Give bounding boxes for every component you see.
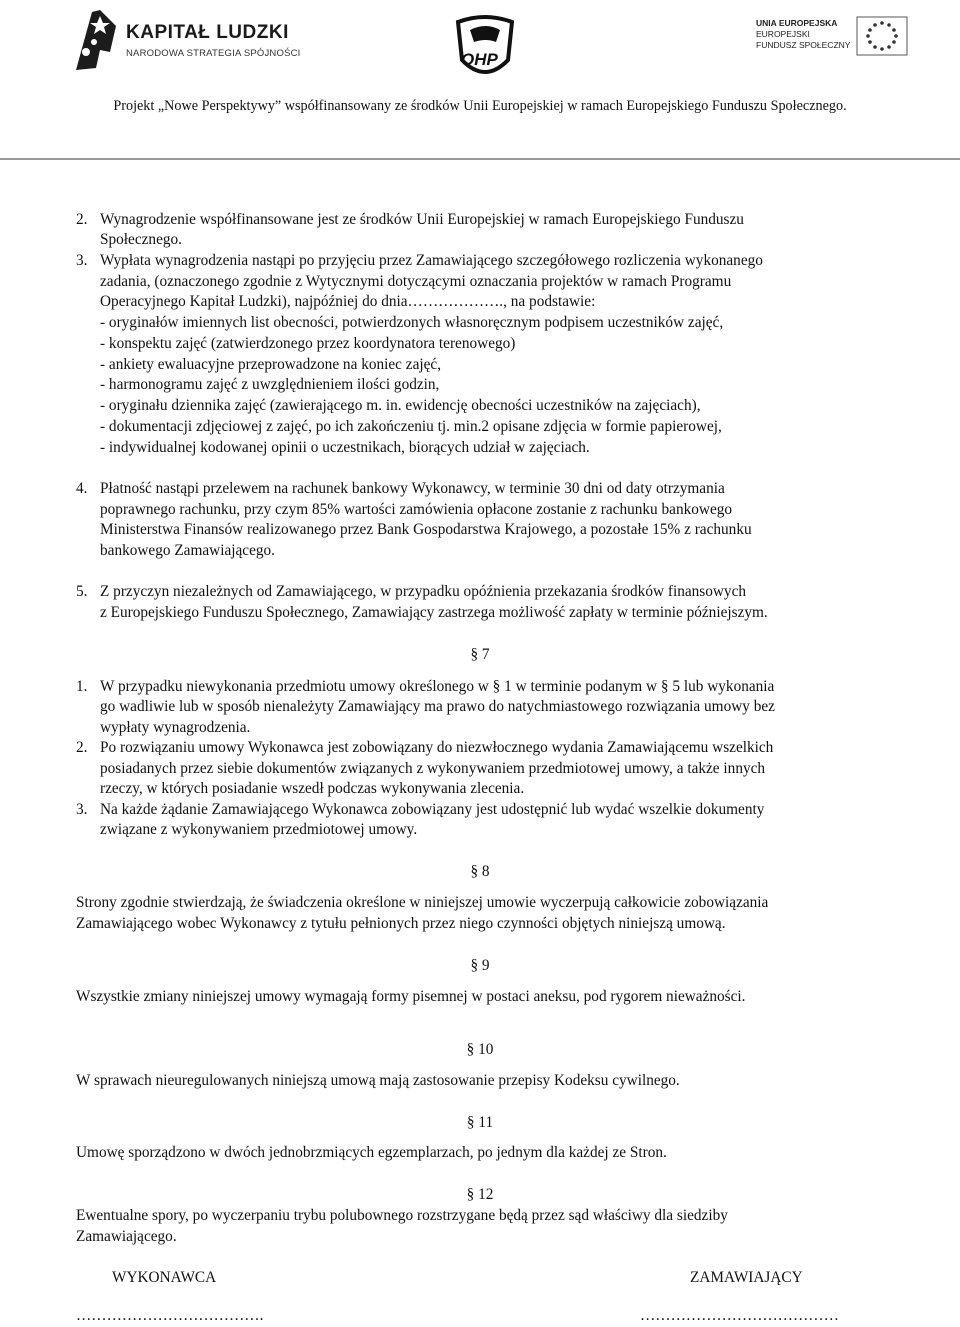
paragraph-line: Z przyczyn niezależnych od Zamawiającego, w przypadku opóźnienia przekazania środków finansowych [100,583,747,600]
paragraph-line: zadania, (oznaczonego zgodnie z Wytycznymi dotyczącymi oznaczania projektów w ramach Programu [100,273,732,290]
paragraph-line: Zamawiającego wobec Wykonawcy z tytułu pełnionych przez niego czynności objętych niniejszą umową. [76,915,726,932]
paragraph-line: W przypadku niewykonania przedmiotu umowy określonego w § 1 w terminie podanym w § 5 lub wykonania [100,678,775,695]
client-signature-label: ZAMAWIAJĄCY [690,1269,803,1286]
header-divider [0,158,960,160]
section-heading-11: § 11 [466,1114,494,1131]
paragraph-line: Po rozwiązaniu umowy Wykonawca jest zobowiązany do niezwłocznego wydania Zamawiającemu wszelkich [100,739,774,756]
item-number: 4. [76,480,88,497]
kapital-ludzki-logo [66,6,301,76]
paragraph-line: Społecznego. [100,231,182,248]
paragraph-line: z Europejskiego Funduszu Społecznego, Zamawiający zastrzega możliwość zapłaty w terminie późniejszym. [100,604,768,621]
list-item: - harmonogramu zajęć z uwzględnieniem ilości godzin, [100,376,440,393]
eu-logo [756,16,916,60]
kapital-ludzki-emblem-icon [70,6,122,72]
paragraph-line: wypłaty wynagrodzenia. [100,719,251,736]
paragraph-line: Wypłata wynagrodzenia nastąpi po przyjęciu przez Zamawiającego szczegółowego rozliczenia wykonanego [100,252,763,269]
paragraph-line: Zamawiającego. [76,1228,177,1245]
paragraph-line: Płatność nastąpi przelewem na rachunek bankowy Wykonawcy, w terminie 30 dni od daty otrzymania [100,480,725,497]
ohp-text: OHP [461,50,498,69]
section-heading-7: § 7 [470,646,490,663]
contractor-signature-label: WYKONAWCA [112,1269,217,1286]
eu-flag-icon [856,16,908,56]
page-header [0,0,960,160]
paragraph-line: Ewentualne spory, po wyczerpaniu trybu polubownego rozstrzygane będą przez sąd właściwy dla siedziby [76,1207,728,1224]
paragraph-line: W sprawach nieuregulowanych niniejszą umową mają zastosowanie przepisy Kodeksu cywilnego. [76,1072,680,1089]
paragraph-line: Strony zgodnie stwierdzają, że świadczenia określone w niniejszej umowie wyczerpują całkowicie zobowiązania [76,894,769,911]
paragraph-line: rzeczy, w których posiadanie wszedł podczas wykonywania zlecenia. [100,780,525,797]
item-number: 5. [76,583,88,600]
kl-subtitle: NARODOWA STRATEGIA SPÓJNOŚCI [126,48,301,59]
item-number: 1. [76,678,88,695]
paragraph-line: Wszystkie zmiany niniejszej umowy wymagają formy pisemnej w postaci aneksu, pod rygorem nieważności. [76,988,746,1005]
list-item: - dokumentacji zdjęciowej z zajęć, po ich zakończeniu tj. min.2 opisane zdjęcia w formie papierowej, [100,418,722,435]
client-signature-line: ………………………………… [640,1307,839,1324]
section-heading-8: § 8 [470,863,490,880]
paragraph-line: Ministerstwa Finansów realizowanego przez Bank Gospodarstwa Krajowego, a pozostałe 15% z rachunku [100,521,752,538]
paragraph-line: bankowego Zamawiającego. [100,542,275,559]
eu-text [756,18,850,51]
ohp-shield-icon [446,12,524,84]
item-number: 3. [76,801,88,818]
item-number: 2. [76,211,88,228]
kl-title: KAPITAŁ LUDZKI [126,22,289,43]
list-item: - konspektu zajęć (zatwierdzonego przez koordynatora terenowego) [100,335,516,352]
paragraph-line: Umowę sporządzono w dwóch jednobrzmiących egzemplarzach, po jednym dla każdej ze Stron. [76,1144,667,1161]
list-item: - indywidualnej kodowanej opinii o uczestnikach, biorących udział w zajęciach. [100,439,590,456]
project-line: Projekt „Nowe Perspektywy” współfinansowany ze środków Unii Europejskiej w ramach Europejskiego Funduszu Społecznego. [113,98,847,114]
section-heading-12: § 12 [466,1186,494,1203]
paragraph-line: Wynagrodzenie współfinansowane jest ze środków Unii Europejskiej w ramach Europejskiego Funduszu [100,211,744,228]
eu-line-2: EUROPEJSKI [756,29,810,39]
eu-line-1: UNIA EUROPEJSKA [756,18,838,28]
eu-line-3: FUNDUSZ SPOŁECZNY [756,40,851,50]
paragraph-line: Operacyjnego Kapitał Ludzki), najpóźniej do dnia………………., na podstawie: [100,293,596,310]
list-item: - oryginałów imiennych list obecności, potwierdzonych własnoręcznym podpisem uczestników zajęć, [100,314,724,331]
contractor-signature-line: ………………………………. [76,1307,264,1324]
list-item: - oryginału dziennika zajęć (zawierającego m. in. ewidencję obecności uczestników na zajęciach), [100,397,701,414]
item-number: 2. [76,739,88,756]
section-heading-9: § 9 [470,957,490,974]
paragraph-line: go wadliwie lub w sposób nienależyty Zamawiający ma prawo do natychmiastowego rozwiązania umowy bez [100,698,775,715]
ohp-logo [446,12,524,82]
section-heading-10: § 10 [466,1041,494,1058]
paragraph-line: posiadanych przez siebie dokumentów związanych z wykonywaniem przedmiotowej umowy, a także innych [100,760,766,777]
paragraph-line: związane z wykonywaniem przedmiotowej umowy. [100,821,418,838]
paragraph-line: poprawnego rachunku, przy czym 85% wartości zamówienia opłacone zostanie z rachunku bankowego [100,501,733,518]
item-number: 3. [76,252,88,269]
paragraph-line: Na każde żądanie Zamawiającego Wykonawca zobowiązany jest udostępnić lub wydać wszelkie dokumenty [100,801,765,818]
list-item: - ankiety ewaluacyjne przeprowadzone na koniec zajęć, [100,356,442,373]
